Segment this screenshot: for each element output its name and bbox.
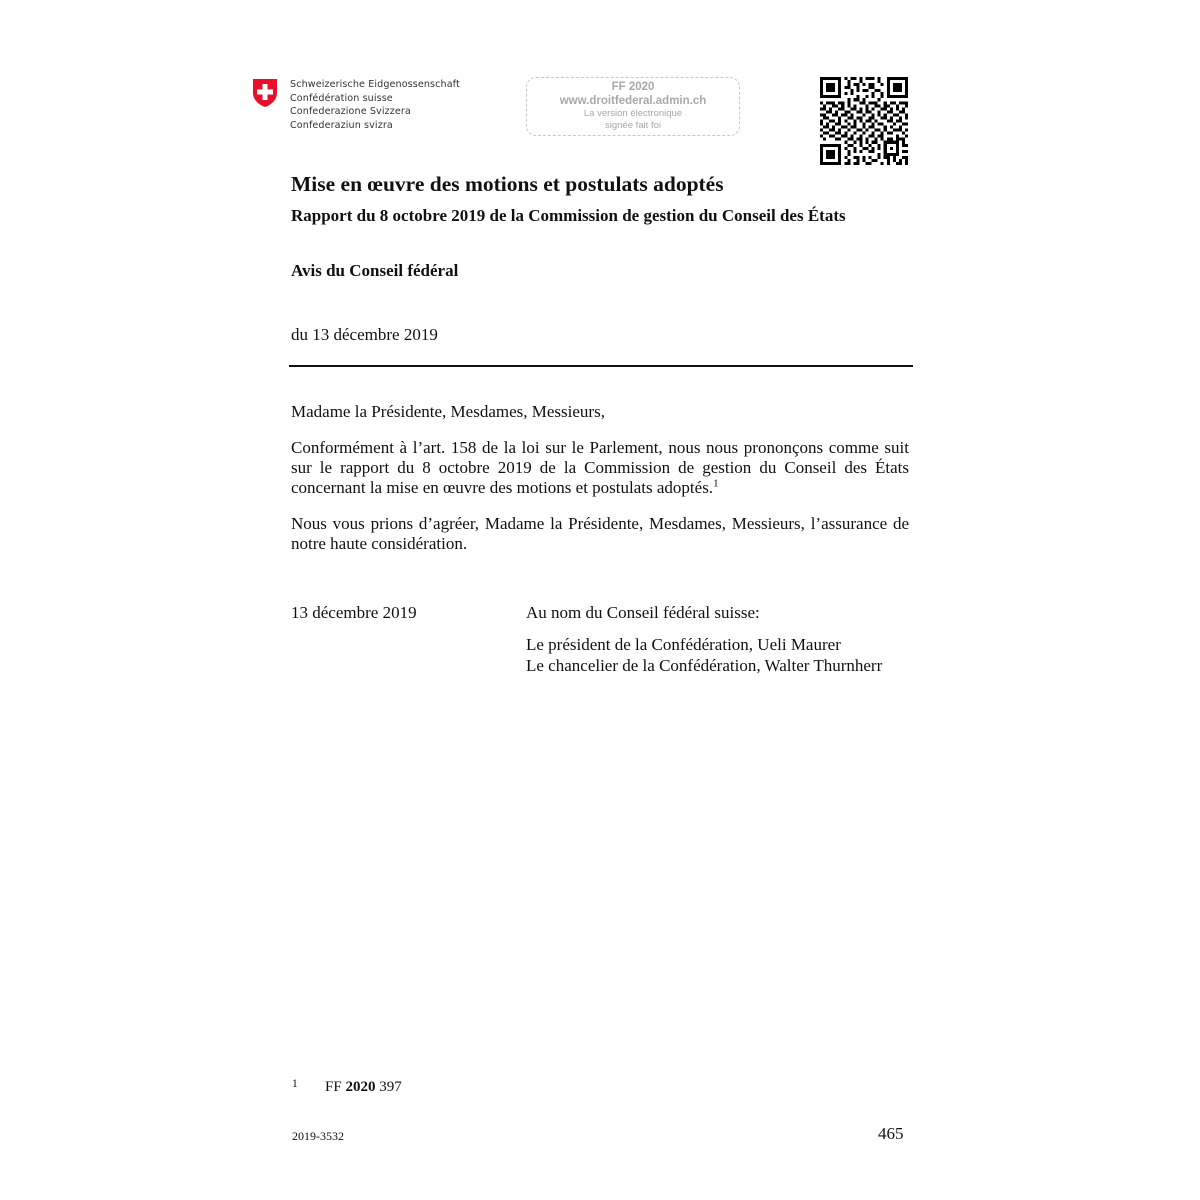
document-subtitle: Rapport du 8 octobre 2019 de la Commission de gestion du Conseil des États (291, 206, 846, 225)
confederation-name-rm: Confederaziun svizra (290, 119, 393, 131)
footnote-reference: 1 (713, 477, 719, 490)
confederation-name-it: Confederazione Svizzera (290, 106, 411, 118)
signature-heading: Au nom du Conseil fédéral suisse: (526, 603, 760, 622)
document-avis-heading: Avis du Conseil fédéral (291, 261, 459, 280)
paragraph-1-text: Conformément à l’art. 158 de la loi sur le Parlement, nous nous prononçons comme suit sur le rapport du 8 octobre 2019 de la Commission de gestion du Conseil des États concernant la mise en œuvre des motions et postulats adoptés. (291, 438, 909, 497)
document-title: Mise en œuvre des motions et postulats adoptés (291, 172, 724, 196)
confederation-names (290, 78, 460, 132)
footnote-year: 2020 (345, 1079, 376, 1095)
electronic-version-stamp (526, 77, 740, 136)
qr-code-icon (820, 77, 908, 165)
horizontal-rule (289, 365, 913, 367)
stamp-url: www.droitfederal.admin.ch (559, 95, 707, 107)
paragraph-2: Nous vous prions d’agréer, Madame la Présidente, Mesdames, Messieurs, l’assurance de notre haute considération. (291, 514, 909, 553)
document-date: du 13 décembre 2019 (291, 325, 438, 344)
footnote-text (325, 1079, 402, 1096)
swiss-coat-of-arms-icon (252, 78, 278, 108)
stamp-line-1: FF 2020 (611, 81, 655, 93)
footnote-page: 397 (379, 1079, 402, 1095)
confederation-name-de: Schweizerische Eidgenossenschaft (290, 79, 460, 90)
footnote-prefix: FF (325, 1079, 342, 1095)
signature-date: 13 décembre 2019 (291, 603, 417, 622)
document-id: 2019-3532 (292, 1129, 344, 1143)
page-number: 465 (878, 1124, 904, 1143)
footnote-number: 1 (292, 1078, 298, 1090)
salutation: Madame la Présidente, Mesdames, Messieurs, (291, 402, 605, 421)
stamp-line-4: signée fait foi (605, 120, 661, 131)
confederation-name-fr: Confédération suisse (290, 92, 393, 104)
paragraph-1 (291, 438, 909, 498)
signature-president: Le président de la Confédération, Ueli Maurer (526, 635, 841, 654)
stamp-line-3: La version électronique (583, 108, 683, 119)
signature-chancellor: Le chancelier de la Confédération, Walter Thurnherr (526, 656, 883, 675)
